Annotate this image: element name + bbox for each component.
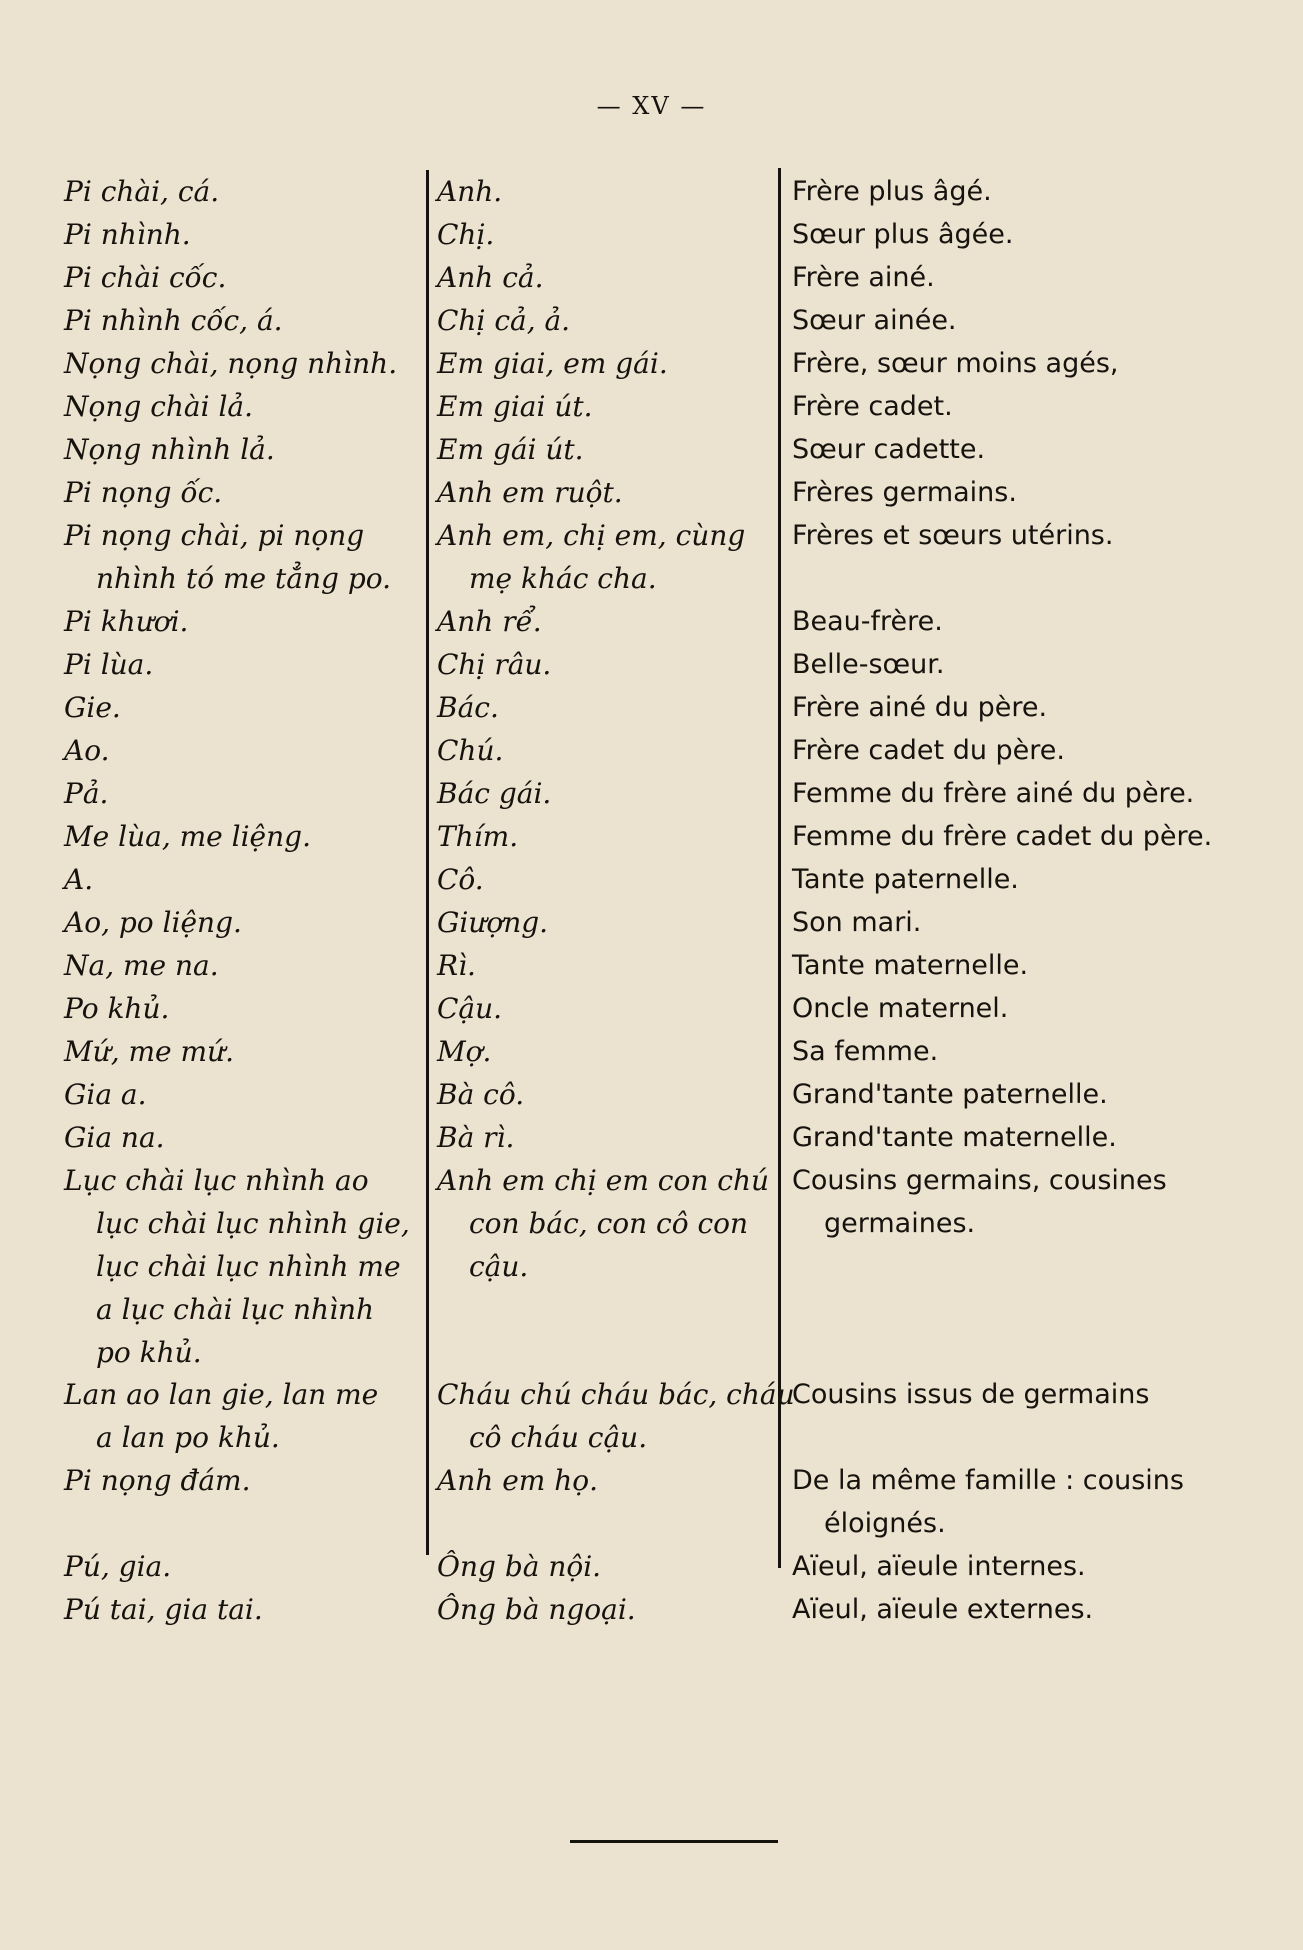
fr-line: Frère cadet du père. bbox=[792, 735, 1065, 766]
column-rule-1 bbox=[426, 170, 429, 1555]
viet-line: Anh cả. bbox=[437, 261, 544, 294]
fr-line: Frère ainé du père. bbox=[792, 692, 1048, 723]
fr-line: Frère, sœur moins agés, bbox=[792, 348, 1119, 379]
fr-term bbox=[792, 1116, 1117, 1159]
tai-line: Nọng chài lả. bbox=[64, 390, 254, 423]
fr-line: Frère plus âgé. bbox=[792, 176, 992, 207]
fr-term bbox=[792, 213, 1013, 256]
tai-line: Pi chài, cá. bbox=[64, 175, 220, 208]
fr-line: Frère cadet. bbox=[792, 391, 953, 422]
fr-line: Cousins germains, cousines bbox=[792, 1165, 1167, 1196]
viet-term bbox=[437, 428, 584, 471]
viet-term bbox=[437, 729, 503, 772]
viet-term bbox=[437, 299, 570, 342]
fr-line: Sœur cadette. bbox=[792, 434, 986, 465]
tai-line: a lục chài lục nhình bbox=[96, 1293, 375, 1326]
tai-term bbox=[64, 1588, 263, 1631]
viet-line: Cháu chú cháu bác, cháu bbox=[437, 1378, 795, 1411]
viet-line: Anh. bbox=[437, 175, 503, 208]
tai-line: Pả. bbox=[64, 777, 109, 810]
viet-term bbox=[437, 514, 745, 600]
viet-term bbox=[437, 1159, 769, 1288]
tai-term bbox=[64, 987, 169, 1030]
fr-line: éloignés. bbox=[824, 1508, 946, 1539]
viet-term bbox=[437, 170, 502, 213]
tai-term bbox=[64, 1116, 165, 1159]
tai-term bbox=[64, 1373, 378, 1459]
fr-term bbox=[792, 299, 957, 342]
tai-line: Pi nọng chài, pi nọng bbox=[64, 519, 365, 552]
viet-term bbox=[437, 471, 623, 514]
tai-term bbox=[64, 514, 391, 600]
fr-term bbox=[792, 471, 1017, 514]
tai-line: A. bbox=[64, 863, 94, 896]
viet-term bbox=[437, 815, 518, 858]
tai-line: Pú tai, gia tai. bbox=[64, 1593, 263, 1626]
fr-line: Beau-frère. bbox=[792, 606, 943, 637]
viet-line: Anh em, chị em, cùng bbox=[437, 519, 746, 552]
fr-term bbox=[792, 170, 992, 213]
fr-line: Femme du frère cadet du père. bbox=[792, 821, 1213, 852]
viet-term bbox=[437, 1030, 491, 1073]
tai-term bbox=[64, 643, 153, 686]
viet-line: Anh em chị em con chú bbox=[437, 1164, 770, 1197]
tai-term bbox=[64, 299, 283, 342]
fr-line: Aïeul, aïeule externes. bbox=[792, 1594, 1094, 1625]
tai-term bbox=[64, 256, 226, 299]
fr-term bbox=[792, 1545, 1086, 1588]
tai-term bbox=[64, 1459, 251, 1502]
tai-line: po khủ. bbox=[96, 1336, 202, 1369]
tai-line: Nọng chài, nọng nhình. bbox=[64, 347, 398, 380]
fr-term bbox=[792, 385, 953, 428]
fr-term bbox=[792, 987, 1008, 1030]
tai-term bbox=[64, 471, 222, 514]
tai-line: Pi lùa. bbox=[64, 648, 154, 681]
viet-line: Em gái út. bbox=[437, 433, 584, 466]
tai-term bbox=[64, 1545, 171, 1588]
fr-line: Femme du frère ainé du père. bbox=[792, 778, 1195, 809]
tai-term bbox=[64, 428, 275, 471]
tai-term bbox=[64, 686, 121, 729]
viet-line: mẹ khác cha. bbox=[469, 562, 657, 595]
tai-line: Pú, gia. bbox=[64, 1550, 172, 1583]
tai-term bbox=[64, 1159, 410, 1374]
fr-term bbox=[792, 772, 1194, 815]
tai-line: Ao, po liệng. bbox=[64, 906, 242, 939]
viet-line: Chị cả, ả. bbox=[437, 304, 571, 337]
viet-line: Anh em họ. bbox=[437, 1464, 598, 1497]
fr-term bbox=[792, 858, 1019, 901]
footer-rule bbox=[570, 1840, 778, 1843]
fr-line: Belle-sœur. bbox=[792, 649, 945, 680]
viet-line: Ông bà nội. bbox=[437, 1550, 602, 1583]
tai-term bbox=[64, 170, 219, 213]
tai-term bbox=[64, 858, 93, 901]
tai-term bbox=[64, 944, 219, 987]
fr-line: Frère ainé. bbox=[792, 262, 935, 293]
tai-line: Mứ, me mứ. bbox=[64, 1035, 235, 1068]
viet-line: Em giai út. bbox=[437, 390, 593, 423]
tai-line: Pi khươi. bbox=[64, 605, 189, 638]
fr-line: germaines. bbox=[824, 1208, 976, 1239]
viet-term bbox=[437, 1073, 524, 1116]
tai-line: nhình tó me tẳng po. bbox=[96, 562, 392, 595]
fr-line: Sa femme. bbox=[792, 1036, 939, 1067]
viet-term bbox=[437, 600, 542, 643]
fr-line: Sœur plus âgée. bbox=[792, 219, 1014, 250]
viet-term bbox=[437, 342, 668, 385]
tai-line: lục chài lục nhình gie, bbox=[96, 1207, 410, 1240]
fr-line: Grand'tante paternelle. bbox=[792, 1079, 1108, 1110]
fr-line: Cousins issus de germains bbox=[792, 1379, 1150, 1410]
viet-term bbox=[437, 256, 543, 299]
fr-line: Sœur ainée. bbox=[792, 305, 957, 336]
tai-line: a lan po khủ. bbox=[96, 1421, 280, 1454]
viet-line: Bà rì. bbox=[437, 1121, 515, 1154]
tai-line: Me lùa, me liệng. bbox=[64, 820, 311, 853]
tai-term bbox=[64, 815, 311, 858]
column-rule-2 bbox=[778, 168, 781, 1568]
viet-line: cô cháu cậu. bbox=[469, 1421, 648, 1454]
fr-line: Aïeul, aïeule internes. bbox=[792, 1551, 1086, 1582]
viet-line: Bà cô. bbox=[437, 1078, 525, 1111]
viet-line: Giượng. bbox=[437, 906, 549, 939]
tai-term bbox=[64, 213, 191, 256]
tai-term bbox=[64, 1030, 234, 1073]
page-number: — XV — bbox=[596, 92, 707, 120]
viet-line: Mợ. bbox=[437, 1035, 492, 1068]
fr-term bbox=[792, 729, 1065, 772]
fr-term bbox=[792, 514, 1113, 557]
viet-line: Rì. bbox=[437, 949, 476, 982]
tai-line: Lan ao lan gie, lan me bbox=[64, 1378, 379, 1411]
fr-term bbox=[792, 428, 985, 471]
tai-line: Lục chài lục nhình ao bbox=[64, 1164, 369, 1197]
viet-term bbox=[437, 944, 476, 987]
viet-term bbox=[437, 1373, 795, 1459]
viet-term bbox=[437, 213, 494, 256]
viet-term bbox=[437, 1545, 601, 1588]
tai-term bbox=[64, 385, 253, 428]
tai-term bbox=[64, 772, 108, 815]
fr-term bbox=[792, 643, 945, 686]
viet-term bbox=[437, 686, 499, 729]
viet-line: Thím. bbox=[437, 820, 519, 853]
viet-line: Ông bà ngoại. bbox=[437, 1593, 636, 1626]
tai-term bbox=[64, 1073, 147, 1116]
fr-term bbox=[792, 815, 1212, 858]
tai-line: Nọng nhình lả. bbox=[64, 433, 275, 466]
tai-line: Gia a. bbox=[64, 1078, 147, 1111]
fr-term bbox=[792, 1588, 1093, 1631]
viet-line: Chị râu. bbox=[437, 648, 552, 681]
tai-line: Po khủ. bbox=[64, 992, 170, 1025]
tai-term bbox=[64, 729, 110, 772]
tai-line: Gie. bbox=[64, 691, 121, 724]
fr-line: Oncle maternel. bbox=[792, 993, 1009, 1024]
tai-line: Pi nọng đám. bbox=[64, 1464, 251, 1497]
fr-line: Tante maternelle. bbox=[792, 950, 1029, 981]
viet-line: Bác. bbox=[437, 691, 499, 724]
fr-line: Frères et sœurs utérins. bbox=[792, 520, 1114, 551]
viet-line: Chú. bbox=[437, 734, 504, 767]
tai-term bbox=[64, 600, 188, 643]
fr-term bbox=[792, 1030, 938, 1073]
fr-term bbox=[792, 944, 1028, 987]
viet-line: Cậu. bbox=[437, 992, 503, 1025]
tai-line: Gia na. bbox=[64, 1121, 165, 1154]
fr-line: Frères germains. bbox=[792, 477, 1017, 508]
fr-term bbox=[792, 1459, 1184, 1545]
fr-term bbox=[792, 686, 1047, 729]
tai-line: Pi nhình cốc, á. bbox=[64, 304, 283, 337]
viet-term bbox=[437, 1116, 514, 1159]
fr-term bbox=[792, 256, 935, 299]
tai-line: Pi nhình. bbox=[64, 218, 191, 251]
viet-term bbox=[437, 987, 502, 1030]
viet-line: cậu. bbox=[469, 1250, 529, 1283]
fr-term bbox=[792, 901, 921, 944]
fr-term bbox=[792, 1373, 1149, 1416]
tai-line: Pi chài cốc. bbox=[64, 261, 227, 294]
tai-line: lục chài lục nhình me bbox=[96, 1250, 401, 1283]
viet-line: Bác gái. bbox=[437, 777, 552, 810]
fr-line: De la même famille : cousins bbox=[792, 1465, 1184, 1496]
tai-line: Pi nọng ốc. bbox=[64, 476, 223, 509]
viet-line: con bác, con cô con bbox=[469, 1207, 749, 1240]
fr-line: Son mari. bbox=[792, 907, 922, 938]
fr-term bbox=[792, 1073, 1108, 1116]
viet-term bbox=[437, 772, 551, 815]
viet-term bbox=[437, 643, 551, 686]
tai-term bbox=[64, 342, 397, 385]
viet-line: Em giai, em gái. bbox=[437, 347, 668, 380]
viet-term bbox=[437, 1588, 636, 1631]
viet-line: Chị. bbox=[437, 218, 495, 251]
fr-term bbox=[792, 600, 943, 643]
tai-line: Na, me na. bbox=[64, 949, 219, 982]
viet-line: Anh rể. bbox=[437, 605, 542, 638]
viet-term bbox=[437, 385, 593, 428]
viet-line: Anh em ruột. bbox=[437, 476, 623, 509]
viet-term bbox=[437, 901, 548, 944]
tai-term bbox=[64, 901, 242, 944]
viet-term bbox=[437, 1459, 598, 1502]
fr-term bbox=[792, 1159, 1167, 1245]
tai-line: Ao. bbox=[64, 734, 110, 767]
viet-term bbox=[437, 858, 484, 901]
fr-line: Tante paternelle. bbox=[792, 864, 1019, 895]
fr-line: Grand'tante maternelle. bbox=[792, 1122, 1117, 1153]
fr-term bbox=[792, 342, 1118, 385]
viet-line: Cô. bbox=[437, 863, 484, 896]
